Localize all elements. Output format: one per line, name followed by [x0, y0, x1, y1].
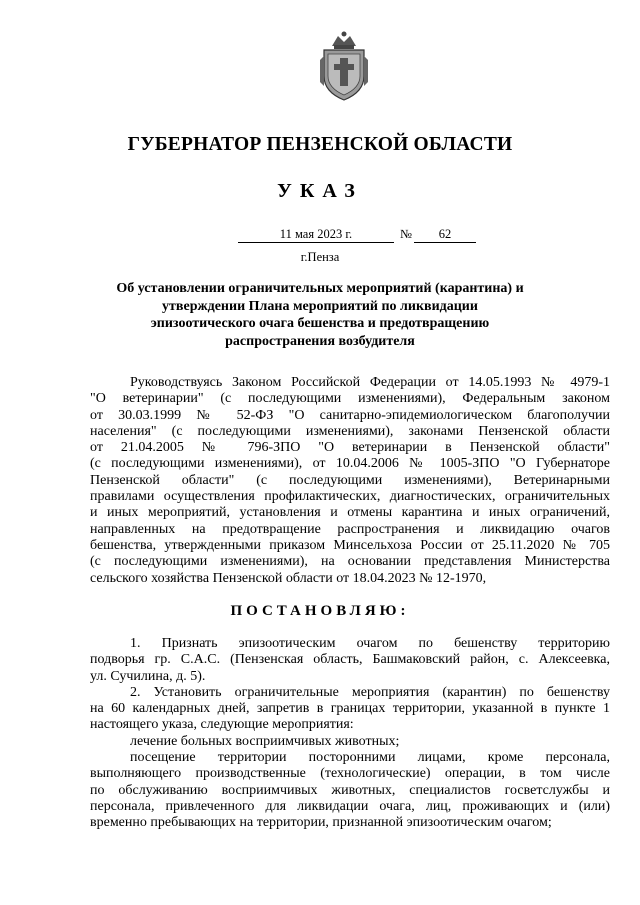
heading-line: распространения возбудителя — [225, 333, 415, 349]
preamble-line: населения" (с последующими изменениями), законами Пензенской области — [90, 423, 610, 439]
preamble-line: и иных мероприятий, установления и отмены карантина и иных ограничений, — [90, 505, 610, 521]
decree-date: 11 мая 2023 г. — [238, 226, 394, 243]
decree-word: ПОСТАНОВЛЯЮ: — [230, 603, 410, 619]
preamble-line: "О ветеринарии" (с последующими изменениями), Федеральным законом — [90, 391, 610, 407]
preamble-line: (с последующими изменениями), от 10.04.2006 № 1005-ЗПО "О Губернаторе — [90, 456, 610, 472]
number-sign: № — [400, 227, 412, 241]
item-line: выполняющего производственные (технологические) операции, в том числе — [90, 766, 610, 782]
heading-line: утверждении Плана мероприятий по ликвидации — [162, 298, 478, 314]
heading-line: эпизоотического очага бешенства и предотвращению — [150, 316, 490, 331]
date-number-line — [0, 226, 640, 244]
decree-number: 62 — [414, 226, 476, 243]
item-line: подворья гр. С.А.С. (Пензенская область, Башмаковский район, с. Алексеевка, — [90, 652, 610, 668]
item-line: лечение больных восприимчивых животных; — [130, 733, 400, 749]
item-line: персонала, привлеченного для ликвидации очага, лиц, проживающих и (или) — [90, 798, 610, 814]
city: г.Пенза — [300, 250, 340, 264]
item-line: 2. Установить ограничительные мероприятия (карантин) по бешенству — [130, 684, 610, 700]
item-line: ул. Сучилина, д. 5). — [90, 668, 206, 684]
preamble-line: (с последующими изменениями), на основании представления Министерства — [90, 554, 610, 570]
preamble — [90, 375, 610, 587]
item-line: по обслуживанию восприимчивых животных, специалистов госветслужбы и — [90, 782, 610, 798]
preamble-line: бешенства, утвержденными приказом Минсельхоза России от 25.11.2020 № 705 — [90, 537, 610, 553]
issuer-title: ГУБЕРНАТОР ПЕНЗЕНСКОЙ ОБЛАСТИ — [127, 134, 513, 155]
preamble-line: от 30.03.1999 № 52-ФЗ "О санитарно-эпидемиологическом благополучии — [90, 407, 610, 423]
item-line: посещение территории посторонними лицами, кроме персонала, — [130, 750, 610, 766]
preamble-line: от 21.04.2005 № 796-ЗПО "О ветеринарии в Пензенской области" — [90, 440, 610, 456]
document-type: УКАЗ — [277, 180, 363, 202]
preamble-line: Пензенской области" (с последующими изменениями), Ветеринарными — [90, 472, 610, 488]
item-line: временно пребывающих на территории, признанной эпизоотическим очагом; — [90, 815, 552, 831]
decree-items — [90, 636, 610, 832]
item-line: 1. Признать эпизоотическим очагом по бешенству территорию — [130, 636, 610, 651]
preamble-line: правилами осуществления профилактических, диагностических, ограничительных — [90, 489, 610, 505]
preamble-line: направленных на предотвращение распространения и ликвидацию очагов — [90, 521, 610, 537]
coat-of-arms-icon — [318, 30, 370, 102]
preamble-line: сельского хозяйства Пензенской области от 18.04.2023 № 12-1970, — [90, 570, 487, 586]
decree-heading — [0, 280, 640, 350]
item-line: на 60 календарных дней, запретив в границах территории, указанной в пункте 1 — [90, 701, 610, 717]
heading-line: Об установлении ограничительных мероприятий (карантина) и — [116, 281, 524, 296]
preamble-line: Руководствуясь Законом Российской Федерации от 14.05.1993 № 4979-1 — [130, 375, 610, 390]
item-line: настоящего указа, следующие мероприятия: — [90, 717, 354, 733]
